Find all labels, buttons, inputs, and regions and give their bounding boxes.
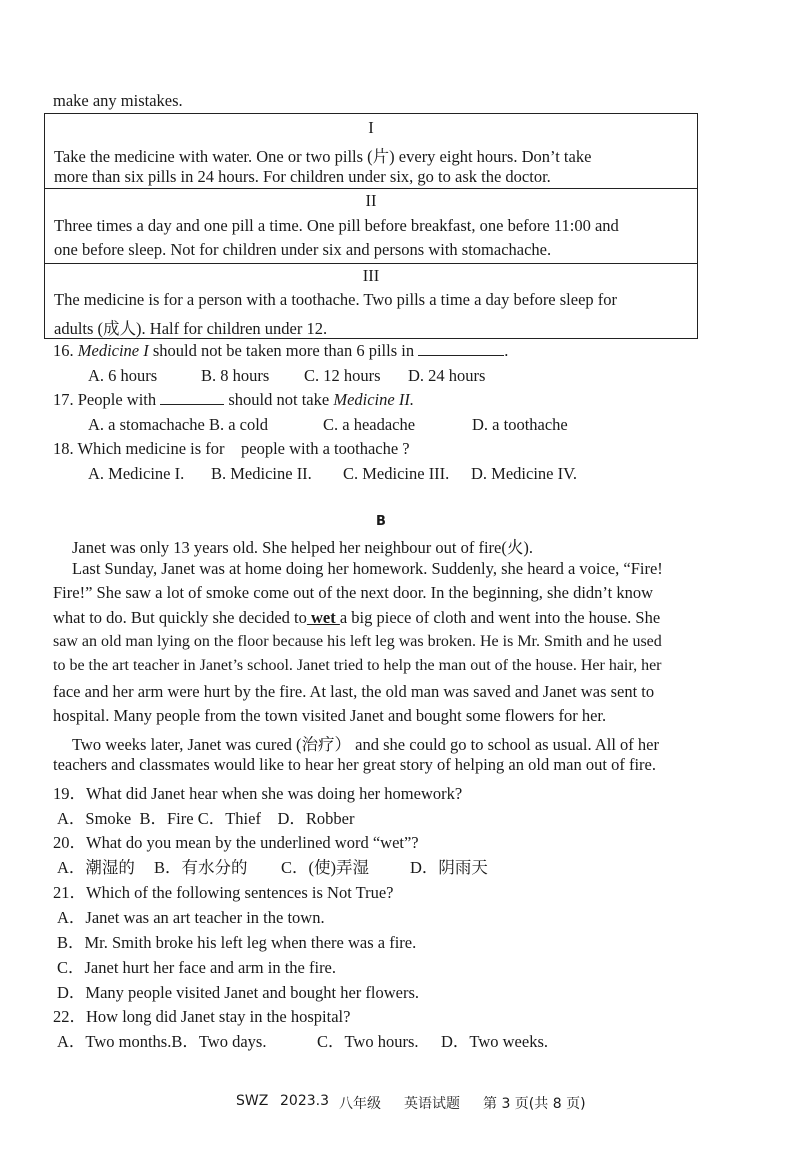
- q17-number: 17. People with: [53, 390, 161, 409]
- q16-italic: Medicine I: [77, 341, 149, 360]
- question-18: 18. Which medicine is for people with a toothache ?: [53, 439, 410, 458]
- underlined-word-wet: wet: [306, 608, 340, 627]
- q19-options[interactable]: A．Smoke B．Fire C．Thief D．Robber: [57, 809, 355, 828]
- medicine-iii-cell: [45, 263, 697, 339]
- footer-date: 2023.3: [280, 1093, 329, 1109]
- q18-option[interactable]: A. Medicine I.: [88, 464, 185, 483]
- medicine-i-line: Take the medicine with water. One or two pills (片) every eight hours. Don’t take: [54, 147, 592, 166]
- q17-option[interactable]: C. a headache: [323, 415, 416, 434]
- q20-option[interactable]: D．阴雨天: [410, 858, 488, 877]
- q18-option[interactable]: B. Medicine II.: [211, 464, 312, 483]
- medicine-ii-line: one before sleep. Not for children under six and persons with stomachache.: [54, 240, 552, 259]
- medicine-i-cell: [45, 114, 697, 188]
- q22-option[interactable]: A．Two months.B．Two days.: [57, 1032, 267, 1051]
- q18-option[interactable]: C. Medicine III.: [343, 464, 450, 483]
- q16-option[interactable]: B. 8 hours: [201, 366, 270, 385]
- passage-line: Two weeks later, Janet was cured (治疗） and she could go to school as usual. All of her: [72, 735, 659, 754]
- question-17: [53, 390, 414, 410]
- passage-line: Janet was only 13 years old. She helped her neighbour out of fire(火).: [72, 538, 533, 557]
- q16-end: .: [504, 341, 509, 360]
- medicine-iii-numeral: III: [362, 266, 380, 285]
- section-b-heading: B: [376, 514, 386, 529]
- medicine-table: [44, 113, 698, 339]
- medicine-ii-numeral: II: [365, 191, 377, 210]
- question-19: 19．What did Janet hear when she was doing her homework?: [53, 784, 463, 803]
- passage-line: hospital. Many people from the town visited Janet and bought some flowers for her.: [53, 706, 607, 725]
- q18-option[interactable]: D. Medicine IV.: [471, 464, 578, 483]
- passage-line: [53, 608, 660, 628]
- medicine-ii-line: Three times a day and one pill a time. One pill before breakfast, one before 11:00 and: [54, 216, 619, 235]
- medicine-iii-line: The medicine is for a person with a toothache. Two pills a time a day before sleep for: [54, 290, 618, 309]
- q17-option[interactable]: D. a toothache: [472, 415, 568, 434]
- q17-option[interactable]: A. a stomachache B. a cold: [88, 415, 269, 434]
- q20-option[interactable]: A．潮湿的: [57, 858, 135, 877]
- passage-text: what to do. But quickly she decided to: [53, 608, 307, 627]
- q21-option[interactable]: A．Janet was an art teacher in the town.: [57, 908, 325, 927]
- medicine-ii-cell: [45, 188, 697, 263]
- q16-option[interactable]: D. 24 hours: [408, 366, 486, 385]
- q20-option[interactable]: B．有水分的: [154, 858, 248, 877]
- passage-text: a big piece of cloth and went into the house. She: [339, 608, 661, 627]
- intro-tail: make any mistakes.: [53, 91, 183, 110]
- medicine-i-numeral: I: [368, 118, 374, 137]
- q16-blank[interactable]: [418, 341, 504, 356]
- question-21: 21．Which of the following sentences is Not True?: [53, 883, 394, 902]
- q20-option[interactable]: C．(使)弄湿: [281, 858, 369, 877]
- question-20: 20．What do you mean by the underlined word “wet”?: [53, 833, 419, 852]
- medicine-iii-line: adults (成人). Half for children under 12.: [54, 319, 328, 338]
- question-22: 22．How long did Janet stay in the hospital?: [53, 1007, 351, 1026]
- footer-code: SWZ: [236, 1093, 269, 1109]
- passage-line: face and her arm were hurt by the fire. At last, the old man was saved and Janet was sent to: [53, 682, 655, 701]
- q21-option[interactable]: B．Mr. Smith broke his left leg when there was a fire.: [57, 933, 417, 952]
- q16-option[interactable]: C. 12 hours: [304, 366, 381, 385]
- q22-option[interactable]: D．Two weeks.: [441, 1032, 548, 1051]
- footer-grade: 八年级: [339, 1096, 381, 1112]
- q16-option[interactable]: A. 6 hours: [88, 366, 158, 385]
- footer-subject: 英语试题: [404, 1096, 460, 1112]
- q22-option[interactable]: C．Two hours.: [317, 1032, 419, 1051]
- q16-number: 16.: [53, 341, 74, 360]
- passage-line: saw an old man lying on the floor because his left leg was broken. He is Mr. Smith and he used: [53, 633, 662, 650]
- passage-line: teachers and classmates would like to hear her great story of helping an old man out of fire.: [53, 755, 656, 774]
- q17-text: should not take: [224, 390, 334, 409]
- q17-blank[interactable]: [160, 390, 224, 405]
- passage-line: to be the art teacher in Janet’s school. Janet tried to help the man out of the house. Her hair, her: [53, 657, 662, 674]
- q21-option[interactable]: D．Many people visited Janet and bought her flowers.: [57, 983, 420, 1002]
- medicine-i-line: more than six pills in 24 hours. For children under six, go to ask the doctor.: [54, 167, 551, 186]
- q16-text: should not be taken more than 6 pills in: [148, 341, 419, 360]
- footer-page-number: 第 3 页(共 8 页): [483, 1096, 586, 1112]
- q17-italic: Medicine II.: [333, 390, 414, 409]
- passage-line: Fire!” She saw a lot of smoke come out of the next door. In the beginning, she didn’t know: [53, 583, 654, 602]
- passage-line: Last Sunday, Janet was at home doing her homework. Suddenly, she heard a voice, “Fire!: [72, 559, 663, 578]
- question-16: [53, 341, 508, 361]
- q21-option[interactable]: C．Janet hurt her face and arm in the fire.: [57, 958, 337, 977]
